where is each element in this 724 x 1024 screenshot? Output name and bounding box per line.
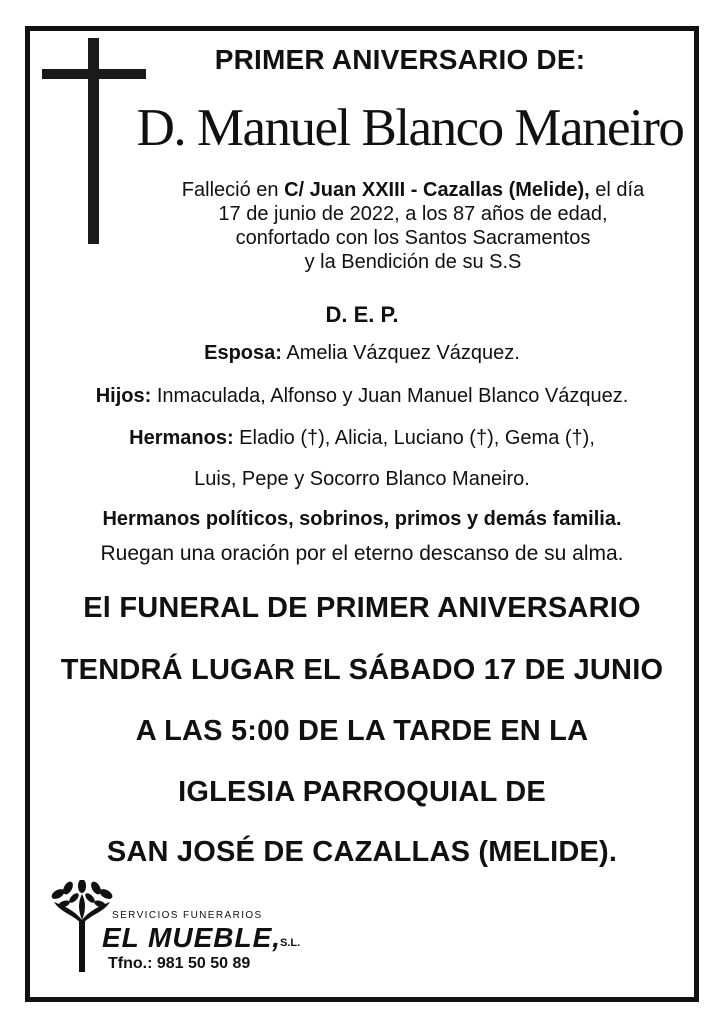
funeral-line-5: SAN JOSÉ DE CAZALLAS (MELIDE). (106, 836, 618, 868)
funeral-home-logo (50, 880, 350, 980)
funeral-line-3: A LAS 5:00 DE LA TARDE EN LA (135, 715, 589, 747)
siblings-line-2: Luis, Pepe y Socorro Blanco Maneiro. (194, 468, 530, 490)
spouse-label: Esposa: (204, 342, 282, 364)
funeral-line-4: IGLESIA PARROQUIAL DE (178, 776, 546, 808)
logo-subtitle: SERVICIOS FUNERARIOS (112, 910, 263, 921)
death-info-line-4: y la Bendición de su S.S (304, 251, 522, 273)
death-info-line-2: 17 de junio de 2022, a los 87 años de edad, (218, 203, 608, 225)
siblings-names-1: Eladio (†), Alicia, Luciano (†), Gema (†), (233, 427, 595, 449)
death-info-line-1: Falleció en C/ Juan XXIII - Cazallas (Melide), el día (181, 179, 645, 201)
spouse-name: Amelia Vázquez Vázquez. (281, 342, 520, 364)
other-family-line: Hermanos políticos, sobrinos, primos y demás familia. (102, 508, 622, 530)
children-names: Inmaculada, Alfonso y Juan Manuel Blanco Vázquez. (151, 385, 629, 407)
logo-phone: Tfno.: 981 50 50 89 (108, 955, 251, 972)
logo-suffix: S.L. (280, 937, 301, 949)
funeral-line-1: El FUNERAL DE PRIMER ANIVERSARIO (83, 592, 641, 624)
dep-text: D. E. P. (325, 302, 399, 327)
spouse-line (40, 342, 684, 365)
children-label: Hijos: (95, 385, 152, 407)
funeral-line-2: TENDRÁ LUGAR EL SÁBADO 17 DE JUNIO (60, 654, 664, 686)
death-place: C/ Juan XXIII - Cazallas (Melide), (284, 179, 590, 201)
siblings-line-1 (40, 427, 684, 450)
notice-heading: PRIMER ANIVERSARIO DE: (214, 44, 586, 75)
deceased-name: D. Manuel Blanco Maneiro (136, 99, 684, 157)
logo-name: EL MUEBLE, (102, 922, 282, 953)
siblings-label: Hermanos: (129, 427, 234, 449)
prayer-line: Ruegan una oración por el eterno descanso de su alma. (100, 542, 624, 565)
children-line (40, 385, 684, 408)
death-info-line-3: confortado con los Santos Sacramentos (235, 227, 591, 249)
death-info (148, 178, 678, 274)
